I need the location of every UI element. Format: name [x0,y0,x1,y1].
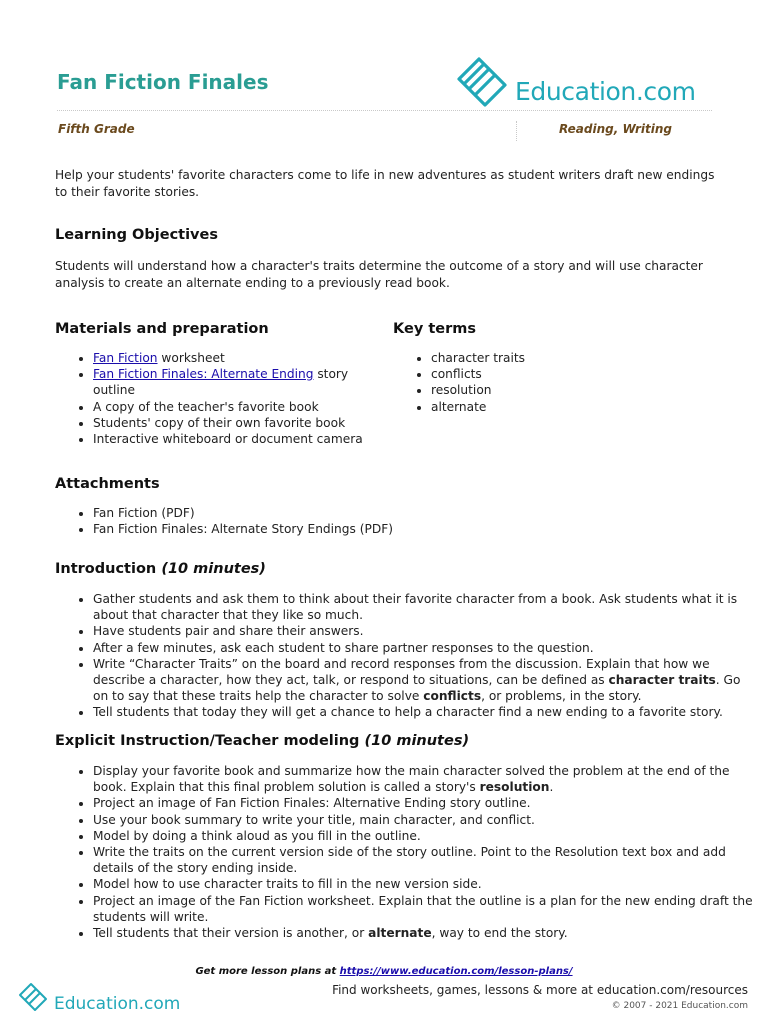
explicit-instruction-heading [55,733,469,749]
introduction-step: • Tell students that today they will get a chance to help a character find a new ending to a favorite story. [93,704,753,720]
introduction-duration: (10 minutes) [161,561,266,577]
materials-item [93,415,383,431]
education-logo[interactable] [455,55,715,113]
material-text: story outline [93,367,349,398]
header-divider [57,110,712,111]
materials-item[interactable] [93,366,383,398]
objectives-heading: Learning Objectives [55,227,218,243]
grade-label: Fifth Grade [58,122,135,136]
explicit-instruction-duration: (10 minutes) [364,733,470,749]
key-term-item: • conflicts [431,366,711,382]
footer-note-prefix: Get more lesson plans at [195,966,340,977]
objectives-text: Students will understand how a character's traits determine the outcome of a story and will use character analysis to create an alternate ending to a previously read book. [55,259,703,290]
meta-divider [516,121,517,141]
education-logo-text: Education.com [515,77,696,106]
explicit-instruction-step: • Display your favorite book and summarize how the main character solved the problem at the end of the book. Explain that this final problem solution is called a story's resolution. [93,763,753,795]
materials-heading: Materials and preparation [55,321,269,337]
material-text: Interactive whiteboard or document camera [93,432,363,447]
explicit-instruction-heading-text: Explicit Instruction/Teacher modeling [55,733,360,749]
material-link[interactable]: Fan Fiction [93,351,158,365]
material-text: A copy of the teacher's favorite book [93,399,319,414]
materials-item [93,431,383,447]
attachment-item: • Fan Fiction Finales: Alternate Story Endings (PDF) [93,521,713,537]
explicit-instruction-step: • Use your book summary to write your title, main character, and conflict. [93,812,753,828]
introduction-step: • Gather students and ask them to think about their favorite character from a book. Ask students what it is about that character that they like so much. [93,591,753,623]
material-text: worksheet [157,351,225,365]
key-term-item: • alternate [431,399,711,415]
introduction-steps [55,591,753,721]
materials-item[interactable] [93,350,383,366]
attachments-heading: Attachments [55,476,160,492]
copyright: © 2007 - 2021 Education.com [611,1001,748,1011]
footer-education-logo[interactable] [18,982,188,1014]
attachment-item: • Fan Fiction (PDF) [93,505,713,521]
lesson-plans-link[interactable]: https://www.education.com/lesson-plans/ [339,966,573,977]
subjects-label: Reading, Writing [559,122,672,136]
attachments-list [55,505,713,537]
materials-list [55,350,383,447]
lesson-summary: Help your students' favorite characters come to life in new adventures as student writers draft new endings to their favorite stories. [55,168,715,199]
explicit-instruction-step: • Project an image of the Fan Fiction worksheet. Explain that the outline is a plan for the new ending draft the students will write. [93,893,753,925]
footer-tagline: Find worksheets, games, lessons & more at education.com/resources [332,983,748,997]
footer-note [0,966,768,977]
material-link[interactable]: Fan Fiction Finales: Alternate Ending [93,367,314,382]
explicit-instruction-step: • Model by doing a think aloud as you fill in the outline. [93,828,753,844]
footer-logo-text: Education.com [54,994,181,1014]
introduction-heading-text: Introduction [55,561,157,577]
materials-item [93,399,383,415]
footer-logo-icon [18,982,52,1014]
material-text: Students' copy of their own favorite book [93,415,346,430]
explicit-instruction-step: • Tell students that their version is another, or alternate, way to end the story. [93,925,753,941]
education-logo-icon [455,55,513,113]
explicit-instruction-steps [55,763,753,941]
introduction-step: • Write “Character Traits” on the board and record responses from the discussion. Explain that how we describe a character, how they act, talk, or respond to situations, can be defined as character traits. Go on to say that these traits help the character to solve conflicts, or problems, in the story. [93,656,753,705]
introduction-heading [55,561,266,577]
introduction-step: • Have students pair and share their answers. [93,623,753,639]
explicit-instruction-step: • Model how to use character traits to fill in the new version side. [93,876,753,892]
key-terms-list [393,350,711,415]
key-terms-heading: Key terms [393,321,476,337]
introduction-step: • After a few minutes, ask each student to share partner responses to the question. [93,640,753,656]
key-term-item: • character traits [431,350,711,366]
explicit-instruction-step: • Write the traits on the current version side of the story outline. Point to the Resolution text box and add details of the story ending inside. [93,844,753,876]
page-title: Fan Fiction Finales [57,70,269,94]
explicit-instruction-step: • Project an image of Fan Fiction Finales: Alternative Ending story outline. [93,795,753,811]
key-term-item: • resolution [431,382,711,398]
